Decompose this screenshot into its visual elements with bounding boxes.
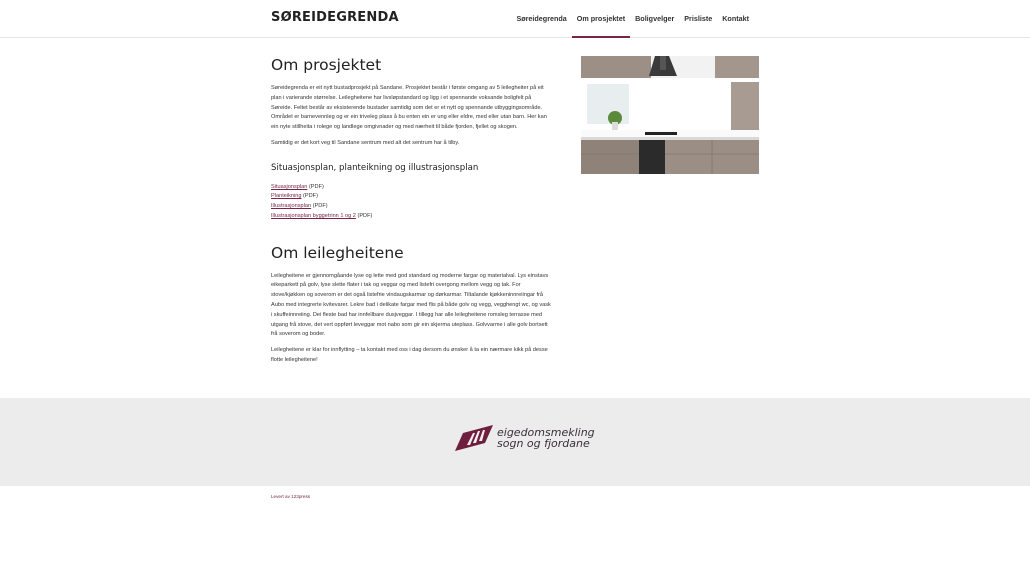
footer-logo[interactable] bbox=[455, 425, 595, 451]
footer-logo-line2: sogn og fjordane bbox=[497, 437, 590, 450]
site-logo[interactable]: SØREIDEGRENDA bbox=[271, 10, 399, 25]
plans-heading: Situasjonsplan, planteikning og illustrasjonsplan bbox=[271, 162, 479, 173]
footer-logo-line1: eigedomsmekling bbox=[497, 425, 595, 439]
site-header bbox=[0, 0, 1030, 38]
main-nav bbox=[511, 0, 754, 37]
pdf-label: (PDF) bbox=[355, 212, 373, 219]
pdf-label: (PDF) bbox=[307, 183, 324, 190]
link-illustrasjonsplan[interactable]: Illustrasjonsplan bbox=[271, 203, 312, 210]
nav-soreidegrenda[interactable]: Søreidegrenda bbox=[516, 14, 567, 23]
nav-prisliste[interactable]: Prisliste bbox=[684, 14, 713, 23]
plan-link-row bbox=[271, 183, 551, 193]
plan-links bbox=[271, 183, 551, 222]
apartments-paragraph-2: Leilegheitene er klar for innflytting – ta kontakt med oss i dag dersom du ønsker å ta ein nærmare kikk på desse flotte leilegheitene! bbox=[271, 347, 548, 363]
plan-link-row bbox=[271, 192, 551, 202]
apartments-paragraph: Leilegheitene er gjennomgåande lyse og lette med god standard og moderne fargar og materialval. Lys einstavs eikeparkett på golv, lyse slette flater i tak og veggar og med listefri overgong mellom vegg og tak. For stove/kjøkken og soverom er det også listefrie vindaugskarmar og dørkarmar. Tiltalande kjøkkeninnreiingar frå Aubo med integrerte kvitevarer. Lekre bad i delikate fargar med flis på både golv og vegg, vegghengt wc, og vask i skuffeinnreiing. Dei fleste bad har innfellbare dusjveggar. I tillegg har alle leilegheitene romsleg terrasse med utgang frå stove, det vert oppført leveggar mot nabo som gir ein skjerma uteplass. Golvvarme i alle golv bortsett frå soverom og boder. bbox=[271, 272, 551, 338]
credit-link[interactable]: Levert av 123press bbox=[271, 494, 311, 499]
main-content bbox=[271, 56, 551, 372]
intro-paragraph: Søreidegrenda er eit nytt bustadprosjekt på Sandane. Prosjektet består i første omgang av 5 leilegheiter på eit plan i varierande størrelse. Leilegheitene har livsløpstandard og ligg i et spennande voksande boligfelt på Søreide. Feltet består av eksisterende bustader samtidig som det er et nytt og spennande utbyggingsområde. Området er barnevennleg og er ein triveleg plass å bu enten ein er ung eller eldre, med eller utan barn. Her kan ein nyte stillheita i rolege og landlege omgivnader og med nærheit til både fjorden, fjellet og skogen. bbox=[271, 85, 547, 131]
pdf-label: (PDF) bbox=[301, 193, 318, 200]
kitchen-photo-icon bbox=[581, 56, 759, 174]
plan-link-row bbox=[271, 202, 551, 212]
kitchen-photo bbox=[581, 56, 759, 174]
footer-logo-text bbox=[497, 427, 595, 450]
nav-boligvelger[interactable]: Boligvelger bbox=[635, 14, 675, 23]
nav-om-prosjektet[interactable]: Om prosjektet bbox=[572, 0, 630, 37]
plan-link-row bbox=[271, 212, 551, 222]
link-illustrasjonsplan-byggetrinn[interactable]: Illustrasjonsplan byggetrinn 1 og 2 bbox=[271, 212, 356, 219]
link-situasjonsplan[interactable]: Situasjonsplan bbox=[271, 183, 308, 190]
page-title: Om prosjektet bbox=[271, 56, 382, 74]
nav-kontakt[interactable]: Kontakt bbox=[722, 14, 749, 23]
pdf-label: (PDF) bbox=[311, 203, 328, 210]
link-planteikning[interactable]: Planteikning bbox=[271, 193, 302, 200]
intro-paragraph-2: Samtidig er det kort veg til Sandane sentrum med alt det sentrum har å tilby. bbox=[271, 139, 460, 146]
eigedomsmekling-logo-icon bbox=[455, 425, 493, 451]
apartments-title: Om leilegheitene bbox=[271, 243, 404, 262]
